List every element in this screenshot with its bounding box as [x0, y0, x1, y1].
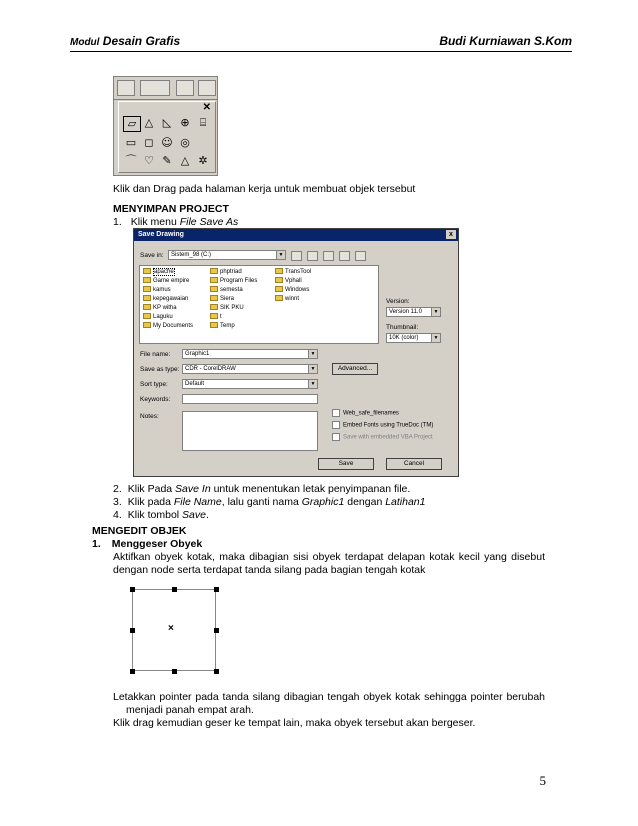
shape-arc-icon: ⌒ — [125, 154, 137, 167]
list-item[interactable]: SIK PKU — [210, 304, 244, 312]
advanced-button[interactable]: Advanced... — [332, 363, 378, 375]
shape-parallelogram-icon: ▱ — [123, 116, 141, 132]
folder-icon — [275, 295, 283, 301]
folder-icon — [143, 277, 151, 283]
folder-icon — [210, 322, 218, 328]
list-item[interactable]: TransTool — [275, 268, 311, 276]
folder-icon — [143, 286, 151, 292]
thumbnail-select[interactable]: 10K (color) ▼ — [386, 333, 441, 343]
shape-smiley-icon: ☺ — [161, 136, 173, 149]
list-item[interactable]: Temp — [210, 322, 235, 330]
list-item[interactable]: kamus — [143, 286, 171, 294]
shape-cylinder-icon: ⌸ — [199, 116, 207, 129]
dialog-titlebar — [134, 229, 458, 241]
list-item[interactable]: apache — [143, 268, 175, 276]
shape-tool-icon — [117, 80, 135, 96]
thumbnail-label: Thumbnail: — [386, 324, 419, 331]
sort-label: Sort type: — [140, 381, 168, 388]
node-handle — [130, 669, 135, 674]
notes-textarea[interactable] — [182, 411, 318, 451]
web-safe-checkbox[interactable]: Web_safe_filenames — [332, 409, 399, 418]
edit-subheading: 1. Menggeser Obyek — [92, 538, 203, 550]
shape-cross-icon: ⊕ — [180, 116, 190, 129]
save-drawing-dialog — [133, 228, 459, 477]
version-label: Version: — [386, 298, 410, 305]
folder-icon — [143, 304, 151, 310]
embed-vba-checkbox[interactable]: Save with embedded VBA Project — [332, 433, 433, 442]
node-handle — [172, 669, 177, 674]
folder-icon — [210, 268, 218, 274]
page-number: 5 — [539, 773, 546, 788]
chevron-down-icon: ▼ — [431, 308, 440, 316]
header-module-title — [70, 34, 180, 48]
node-handle — [214, 587, 219, 592]
folder-icon — [210, 277, 218, 283]
shape-toolbox-screenshot — [113, 76, 218, 176]
edit-paragraph-3: Klik drag kemudian geser ke tempat lain, maka obyek tersebut akan bergeser. — [113, 717, 476, 729]
thumbnail-view-icon[interactable] — [355, 251, 366, 261]
folder-icon — [143, 313, 151, 319]
chevron-down-icon: ▼ — [308, 380, 317, 388]
list-view-icon[interactable] — [323, 251, 334, 261]
edit-section-heading: MENGEDIT OBJEK — [92, 525, 187, 537]
version-select[interactable]: Version 11.0 ▼ — [386, 307, 441, 317]
up-folder-icon[interactable] — [291, 251, 302, 261]
embed-fonts-checkbox[interactable]: Embed Fonts using TrueDoc (TM) — [332, 421, 433, 430]
fill-tool-icon — [198, 80, 216, 96]
filename-label: File name: — [140, 351, 171, 358]
cancel-button[interactable]: Cancel — [386, 458, 442, 470]
keywords-input[interactable] — [182, 394, 318, 404]
chevron-down-icon: ▼ — [431, 334, 440, 342]
edit-paragraph-1-line-1: Aktifkan obyek kotak, maka dibagian sisi obyek terdapat delapan kotak kecil yang disebut — [113, 551, 545, 563]
shape-frame-icon: ▭ — [125, 136, 137, 149]
selected-box-figure — [124, 581, 224, 676]
chevron-down-icon: ▼ — [308, 350, 317, 358]
shapes-flyout — [118, 101, 216, 173]
shape-lightning-icon: ✎ — [162, 154, 172, 167]
save-step-3: 3. Klik pada File Name, lalu ganti nama Graphic1 dengan Latihan1 — [113, 496, 426, 508]
header-author: Budi Kurniawan S.Kom — [439, 34, 572, 48]
node-handle — [214, 628, 219, 633]
folder-icon — [210, 286, 218, 292]
shape-triangle-icon: △ — [144, 116, 154, 129]
folder-icon — [143, 268, 151, 274]
chevron-down-icon: ▼ — [276, 251, 285, 259]
save-in-label: Save in: — [140, 252, 164, 259]
edit-paragraph-2-line-1: Letakkan pointer pada tanda silang dibagian tengah obyek kotak sehingga pointer berubah — [113, 691, 545, 703]
folder-icon — [143, 295, 151, 301]
list-item[interactable]: Siera — [210, 295, 234, 303]
saveas-label: Save as type: — [140, 366, 180, 373]
header-divider — [70, 51, 572, 52]
list-item[interactable]: t — [210, 313, 222, 321]
header-title: Desain Grafis — [102, 34, 181, 48]
node-handle — [130, 628, 135, 633]
save-in-combo[interactable] — [168, 250, 286, 260]
line-style-icon — [140, 80, 170, 96]
edit-paragraph-1-line-2: dengan node serta terdapat tanda silang pada bagian tengah kotak — [113, 564, 426, 576]
keywords-label: Keywords: — [140, 396, 171, 403]
step-number: 1. — [113, 216, 122, 228]
folder-icon — [210, 304, 218, 310]
node-handle — [130, 587, 135, 592]
saveas-select[interactable]: CDR - CorelDRAW ▼ — [182, 364, 318, 374]
edit-paragraph-2-line-2: menjadi panah empat arah. — [126, 704, 254, 716]
node-handle — [214, 669, 219, 674]
list-item[interactable]: Vphall — [275, 277, 302, 285]
new-folder-icon[interactable] — [307, 251, 318, 261]
close-icon: ✕ — [202, 102, 211, 113]
folder-icon — [210, 295, 218, 301]
list-item[interactable]: semesta — [210, 286, 243, 294]
notes-label: Notes: — [140, 413, 159, 420]
shape-heart-icon: ♡ — [144, 154, 154, 167]
text-tool-icon — [176, 80, 194, 96]
dialog-close-button[interactable]: x — [446, 230, 456, 239]
dialog-title: Save Drawing — [138, 231, 184, 238]
list-item[interactable]: kepegawaian — [143, 295, 188, 303]
folder-icon — [275, 277, 283, 283]
save-step-2: 2. Klik Pada Save In untuk menentukan letak penyimpanan file. — [113, 483, 411, 495]
list-item[interactable]: Windows — [275, 286, 309, 294]
drag-instruction: Klik dan Drag pada halaman kerja untuk membuat objek tersebut — [113, 183, 416, 195]
shape-gear-icon: ✲ — [198, 154, 208, 167]
chevron-down-icon: ▼ — [308, 365, 317, 373]
folder-icon — [210, 313, 218, 319]
list-item[interactable]: Laguku — [143, 313, 173, 321]
sort-select[interactable]: Default ▼ — [182, 379, 318, 389]
node-handle — [172, 587, 177, 592]
center-cross-icon: × — [168, 623, 174, 634]
list-item[interactable]: Game empire — [143, 277, 189, 285]
details-view-icon[interactable] — [339, 251, 350, 261]
save-in-value: Sistem_98 (C:) — [171, 252, 212, 258]
save-button[interactable]: Save — [318, 458, 374, 470]
shape-ring-icon: ◎ — [180, 136, 190, 149]
filename-input[interactable]: Graphic1 ▼ — [182, 349, 318, 359]
shape-drop-icon: △ — [180, 154, 190, 167]
shape-rounded-rect-icon: ◻ — [144, 136, 154, 149]
box-outline — [132, 589, 216, 671]
save-step-4: 4. Klik tombol Save. — [113, 509, 209, 521]
step-menu-path: File Save As — [179, 216, 239, 228]
folder-list[interactable] — [139, 265, 379, 344]
toolbar-strip — [114, 77, 217, 100]
list-item[interactable]: Program Files — [210, 277, 257, 285]
header-prefix: Modul — [70, 37, 100, 48]
list-item[interactable]: KP witha — [143, 304, 177, 312]
folder-icon — [143, 322, 151, 328]
save-section-heading: MENYIMPAN PROJECT — [113, 203, 229, 215]
list-item[interactable]: phptriad — [210, 268, 242, 276]
folder-icon — [275, 286, 283, 292]
shape-right-triangle-icon: ◺ — [162, 116, 172, 129]
list-item[interactable]: My Documents — [143, 322, 193, 330]
step-text: Klik menu — [130, 216, 180, 228]
folder-icon — [275, 268, 283, 274]
list-item[interactable]: winnt — [275, 295, 299, 303]
